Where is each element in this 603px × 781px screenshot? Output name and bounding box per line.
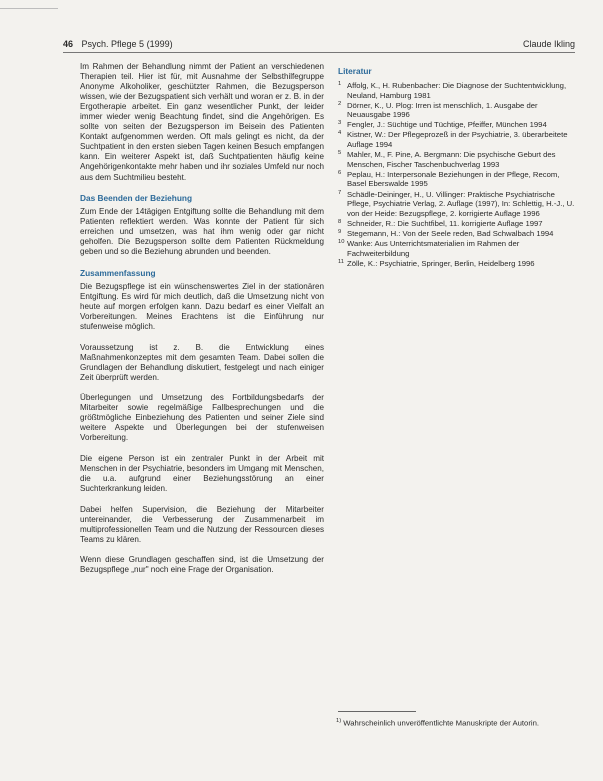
reference-number: 4 bbox=[338, 130, 342, 137]
reference-item bbox=[338, 130, 576, 149]
reference-text: Schädle-Deininger, H., U. Villinger: Praktische Psychiatrische Pflege, Psychiatrie Verlag, 2. Auflage (1997), In: Schlettig, H.-J., U. von der Heide: Bezugspflege, 2. korrigierte Auflage 1996 bbox=[347, 189, 575, 218]
body-paragraph: Die eigene Person ist ein zentraler Punkt in der Arbeit mit Menschen in der Psychiatrie, besonders im Umgang mit Menschen, die u.a. aufgrund einer Beziehungsstörung an einer Suchterkrankung leiden. bbox=[80, 453, 324, 494]
body-paragraph: Wenn diese Grundlagen geschaffen sind, ist die Umsetzung der Bezugspflege „nur" noch eine Frage der Organisation. bbox=[80, 555, 324, 575]
reference-text: Schneider, R.: Die Suchtfibel, 11. korrigierte Auflage 1997 bbox=[347, 218, 543, 228]
reference-text: Dörner, K., U. Plog: Irren ist menschlich, 1. Ausgabe der Neuausgabe 1996 bbox=[347, 100, 538, 120]
reference-number: 3 bbox=[338, 120, 342, 127]
reference-item bbox=[338, 229, 576, 239]
reference-number: 5 bbox=[338, 150, 342, 157]
page-number: 46 bbox=[63, 39, 74, 49]
reference-text: Mahler, M., F. Pine, A. Bergmann: Die psychische Geburt des Menschen, Fischer Taschenbuchverlag 1993 bbox=[347, 150, 556, 169]
body-paragraph: Überlegungen und Umsetzung des Fortbildungsbedarfs der Mitarbeiter sowie regelmäßige Fallbesprechungen und die größtmögliche Einbeziehung des Patienten und seiner Ziele sind weitere Aspekte und Überlegungen bei der stufenweisen Vorbereitung. bbox=[80, 393, 324, 443]
reference-text: Kistner, W.: Der Pflegeprozeß in der Psychiatrie, 3. überarbeitete Auflage 1994 bbox=[347, 130, 568, 150]
body-paragraph: Voraussetzung ist z. B. die Entwicklung eines Maßnahmenkonzeptes mit dem gesamten Team. Dabei sollen die Grundlagen der Behandlung diskutiert, festgelegt und nach einiger Zeit überprüft werden. bbox=[80, 342, 324, 382]
references-heading: Literatur bbox=[338, 66, 372, 76]
left-column bbox=[80, 62, 324, 586]
reference-item bbox=[338, 259, 576, 269]
reference-number: 2 bbox=[338, 100, 342, 107]
reference-item bbox=[338, 239, 576, 258]
body-paragraph: Die Bezugspflege ist ein wünschenswertes Ziel in der stationären Entgiftung. Es wird für mich deutlich, daß die Umsetzung nicht von heute auf morgen erfolgen kann. Dazu bedarf es einer Vielfalt an Vorbereitungen. Meines Erachtens ist die Einführung nur stufenweise möglich. bbox=[80, 281, 324, 331]
reference-text: Stegemann, H.: Von der Seele reden, Bad Schwalbach 1994 bbox=[347, 228, 554, 238]
reference-text: Wanke: Aus Unterrichtsmaterialien im Rahmen der Fachweiterbildung bbox=[347, 239, 520, 258]
footnote-marker: 1) bbox=[336, 718, 342, 724]
page-edge-mark bbox=[0, 8, 58, 9]
header-author: Claude Ikling bbox=[522, 39, 575, 49]
right-column bbox=[338, 62, 576, 269]
reference-number: 11 bbox=[338, 258, 345, 265]
journal-citation: Psych. Pflege 5 (1999) bbox=[81, 39, 173, 49]
reference-text: Peplau, H.: Interpersonale Beziehungen in der Pflege, Recom, Basel Eberswalde 1995 bbox=[347, 169, 560, 189]
section-heading-ending: Das Beenden der Beziehung bbox=[80, 193, 193, 204]
reference-text: Zölle, K.: Psychiatrie, Springer, Berlin, Heidelberg 1996 bbox=[347, 258, 535, 268]
body-paragraph: Im Rahmen der Behandlung nimmt der Patient an verschiedenen Therapien teil. Hier ist für, mit Ausnahme der Selbsthilfegruppe Anonyme Alkoholiker, geschützter Rahmen, die Bezugsperson wissen, wie der Bezugspatient sich verhält und woran er z. B. in der Ergotherapie arbeitet. Ein ganz wesentlicher Punkt, der leider immer wieder wenig Beachtung findet, sind die Angehörigen. Es sollte von seiten der Bezugsperson im Beisein des Patienten Kontakt aufgenommen werden. Oft mals gelingt es nicht, da der Suchtpatient in den ersten sieben Tagen keinen Besuch empfangen kann. Ein weiterer Aspekt ist, daß Suchtpatienten häufig keine Angehörigenkontakte mehr haben und ihr soziales Umfeld nur noch aus dem Suchtmilieu besteht. bbox=[80, 62, 324, 182]
footnote-rule bbox=[338, 711, 416, 712]
body-paragraph: Zum Ende der 14tägigen Entgiftung sollte die Behandlung mit dem Patienten reflektiert werden. Was konnte der Patient für sich erreichen und umsetzen, was hat ihm wenig oder gar nicht geholfen. Die Bezugsperson sollte dem Patienten Rückmeldung geben und so die Beziehung abrunden und beenden. bbox=[80, 207, 324, 257]
running-header bbox=[63, 38, 575, 50]
reference-item bbox=[338, 81, 576, 100]
reference-item bbox=[338, 190, 576, 219]
reference-item bbox=[338, 120, 576, 130]
footnote bbox=[336, 716, 586, 729]
footnote-text: Wahrscheinlich unveröffentlichte Manuskripte der Autorin. bbox=[343, 718, 540, 728]
reference-number: 1 bbox=[338, 81, 342, 87]
reference-item bbox=[338, 150, 576, 169]
reference-number: 6 bbox=[338, 169, 342, 176]
reference-number: 10 bbox=[338, 239, 345, 245]
reference-number: 9 bbox=[338, 228, 342, 235]
section-heading-summary: Zusammenfassung bbox=[80, 267, 156, 278]
reference-item bbox=[338, 170, 576, 189]
reference-text: Fengler, J.: Süchtige und Tüchtige, Pfeiffer, München 1994 bbox=[347, 120, 547, 130]
reference-text: Affolg, K., H. Rubenbacher: Die Diagnose der Suchtentwicklung, Neuland, Hamburg 1981 bbox=[347, 81, 567, 100]
header-rule bbox=[63, 52, 575, 53]
reference-item bbox=[338, 219, 576, 229]
reference-number: 7 bbox=[338, 189, 342, 196]
reference-item bbox=[338, 101, 576, 120]
reference-number: 8 bbox=[338, 218, 342, 225]
body-paragraph: Dabei helfen Supervision, die Beziehung der Mitarbeiter untereinander, die Verbesserung der Zusammenarbeit im multiprofessionellen Team und die Nutzung der Ressourcen dieses Teams zu klären. bbox=[80, 504, 324, 544]
